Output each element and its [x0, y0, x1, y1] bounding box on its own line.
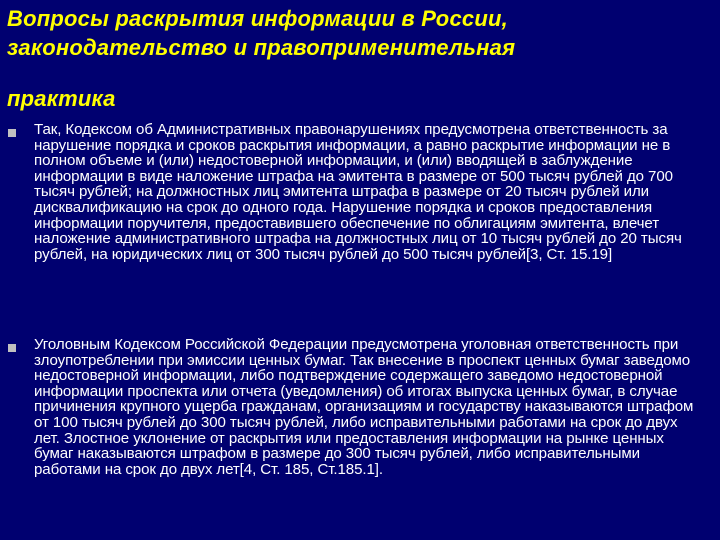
- title-line-3: практика: [7, 86, 116, 111]
- title-line-2: законодательство и правоприменительная: [7, 35, 516, 60]
- square-bullet-icon: [8, 344, 16, 352]
- bullet-text-2: Уголовным Кодексом Российской Федерации предусмотрена уголовная ответственность при злоупотреблении при эмиссии ценных бумаг. Так внесение в проспект ценных бумаг заведомо недостоверной информации, либо подтверждение содержащего заведомо недостоверной информации проспекта или отчета (уведомления) об итогах выпуска ценных бумаг, в случае причинения крупного ущерба гражданам, организациям и государству наказываются штрафом от 100 тысяч рублей до 300 тысяч рублей, либо исправительными работами на срок до двух лет. Злостное уклонение от раскрытия или предоставления информации на рынке ценных бумаг наказываются штрафом в размере до 300 тысяч рублей, либо исправительными работами на срок до двух лет[4, Ст. 185, Ст.185.1].: [34, 336, 694, 478]
- bullet-text-1: Так, Кодексом об Административных правонарушениях предусмотрена ответственность за нарушение порядка и сроков раскрытия информации, а равно раскрытие информации не в полном объеме и (или) недостоверной информации, и (или) вводящей в заблуждение информации в виде наложение штрафа на эмитента в размере от 500 тысяч рублей до 700 тысяч рублей; на должностных лиц эмитента штрафа в размере от 20 тысяч рублей или дисквалификацию на срок до одного года. Нарушение порядка и сроков предоставления информации поручителя, предоставившего обеспечение по облигациям эмитента, влечет наложение административного штрафа на должностных лиц от 10 тысяч рублей до 20 тысяч рублей, на юридических лиц от 300 тысяч рублей до 500 тысяч рублей[3, Ст. 15.19]: [34, 121, 682, 263]
- square-bullet-icon: [8, 129, 16, 137]
- slide-title: [7, 4, 707, 113]
- title-line-1: Вопросы раскрытия информации в России,: [7, 6, 508, 31]
